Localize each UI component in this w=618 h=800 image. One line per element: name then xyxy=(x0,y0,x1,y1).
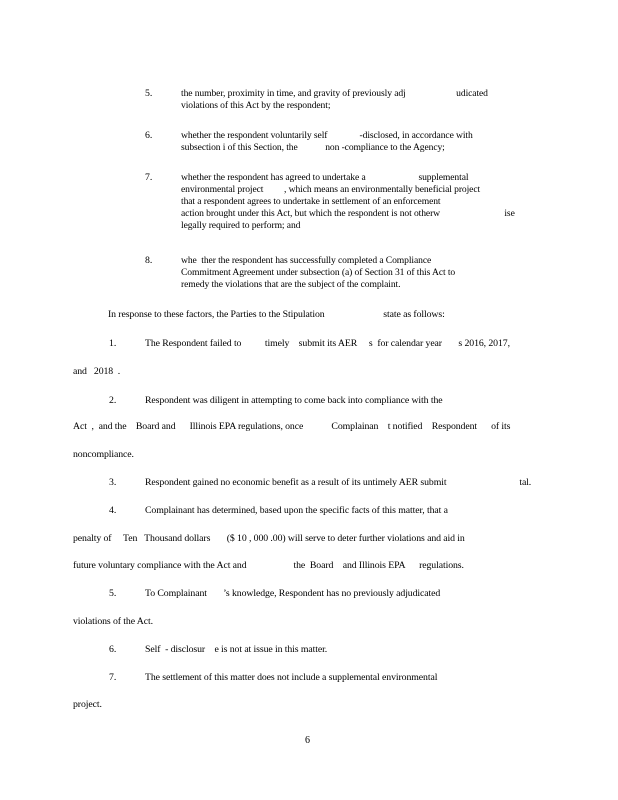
intro-paragraph: In response to these factors, the Parties to the Stipulation state as follows: xyxy=(108,309,445,320)
response-line: project. xyxy=(73,699,102,710)
list-item-number: 5. xyxy=(145,88,153,99)
response-line: Act , and the Board and Illinois EPA regulations, once Complainan t notified Respondent of its xyxy=(73,421,511,432)
response-line: Respondent was diligent in attempting to come back into compliance with the xyxy=(145,395,443,406)
list-item-line: legally required to perform; and xyxy=(181,220,301,231)
response-number: 5. xyxy=(109,588,117,599)
list-item-line: subsection i of this Section, the non -compliance to the Agency; xyxy=(181,142,445,153)
response-number: 3. xyxy=(109,477,117,488)
response-line: future voluntary compliance with the Act and the Board and Illinois EPA regulations. xyxy=(73,560,464,571)
list-item-line: remedy the violations that are the subject of the complaint. xyxy=(181,279,401,290)
list-item-number: 7. xyxy=(145,172,153,183)
response-line: noncompliance. xyxy=(73,449,134,460)
response-line: and 2018 . xyxy=(73,366,121,377)
list-item-line: violations of this Act by the respondent; xyxy=(181,100,331,111)
list-item-line: environmental project , which means an environmentally beneficial project xyxy=(181,184,481,195)
page-number: 6 xyxy=(305,735,310,746)
response-line: Complainant has determined, based upon the specific facts of this matter, that a xyxy=(145,505,448,516)
response-line: penalty of Ten Thousand dollars ($ 10 , 000 .00) will serve to deter further violations and aid in xyxy=(73,533,465,544)
response-line: The settlement of this matter does not include a supplemental environmental xyxy=(145,672,438,683)
list-item-number: 8. xyxy=(145,255,153,266)
response-line: Respondent gained no economic benefit as a result of its untimely AER submit tal. xyxy=(145,477,532,488)
response-line: The Respondent failed to timely submit its AER s for calendar year s 2016, 2017, xyxy=(145,338,510,349)
response-number: 4. xyxy=(109,505,117,516)
response-number: 1. xyxy=(109,338,117,349)
list-item-line: that a respondent agrees to undertake in settlement of an enforcement xyxy=(181,196,441,207)
response-line: Self - disclosur e is not at issue in this matter. xyxy=(145,644,328,655)
list-item-line: Commitment Agreement under subsection (a) of Section 31 of this Act to xyxy=(181,267,456,278)
response-line: To Complainant ’s knowledge, Respondent has no previously adjudicated xyxy=(145,588,441,599)
response-line: violations of the Act. xyxy=(73,616,153,627)
response-number: 6. xyxy=(109,644,117,655)
list-item-line: whe ther the respondent has successfully completed a Compliance xyxy=(181,255,432,266)
response-number: 7. xyxy=(109,672,117,683)
response-number: 2. xyxy=(109,395,117,406)
list-item-line: whether the respondent has agreed to undertake a supplemental xyxy=(181,172,469,183)
list-item-line: action brought under this Act, but which the respondent is not otherw ise xyxy=(181,208,515,219)
list-item-number: 6. xyxy=(145,130,153,141)
list-item-line: the number, proximity in time, and gravity of previously adj udicated xyxy=(181,88,488,99)
list-item-line: whether the respondent voluntarily self -disclosed, in accordance with xyxy=(181,130,473,141)
